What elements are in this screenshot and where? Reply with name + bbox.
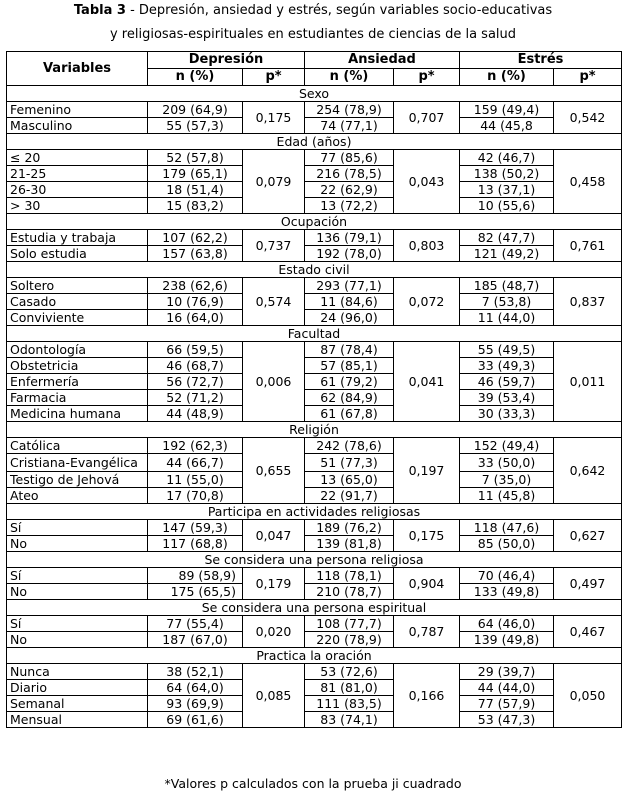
table-row	[7, 342, 622, 358]
row-label: No	[7, 632, 148, 648]
row-label: Obstetricia	[7, 358, 148, 374]
depresion-n-percent: 44 (66,7)	[148, 454, 243, 472]
estres-p-value: 0,458	[554, 150, 622, 214]
results-table	[6, 51, 622, 728]
row-label: Casado	[7, 294, 148, 310]
depresion-n-percent: 64 (64,0)	[148, 680, 243, 696]
row-label: No	[7, 536, 148, 552]
depresion-n-percent: 69 (61,6)	[148, 712, 243, 728]
row-label: Solo estudia	[7, 246, 148, 262]
table-row	[7, 536, 622, 552]
ansiedad-n-percent: 108 (77,7)	[305, 616, 394, 632]
ansiedad-n-percent: 61 (67,8)	[305, 406, 394, 422]
depresion-n-percent: 46 (68,7)	[148, 358, 243, 374]
depresion-n-percent: 15 (83,2)	[148, 198, 243, 214]
table-row	[7, 664, 622, 680]
estres-n-percent: 64 (46,0)	[460, 616, 554, 632]
ansiedad-p-value: 0,787	[394, 616, 460, 648]
estres-n-percent: 133 (49,8)	[460, 584, 554, 600]
row-label: 21-25	[7, 166, 148, 182]
estres-p-value: 0,497	[554, 568, 622, 600]
estres-p-value: 0,627	[554, 520, 622, 552]
estres-n-percent: 13 (37,1)	[460, 182, 554, 198]
ansiedad-p-value: 0,707	[394, 102, 460, 134]
table-title-text: - Depresión, ansiedad y estrés, según variables socio-educativas	[125, 3, 553, 18]
row-label: Soltero	[7, 278, 148, 294]
table-row	[7, 632, 622, 648]
row-label: Mensual	[7, 712, 148, 728]
estres-n-percent: 118 (47,6)	[460, 520, 554, 536]
depresion-p-value: 0,079	[243, 150, 305, 214]
table-row	[7, 390, 622, 406]
section-header-row	[7, 648, 622, 664]
depresion-n-percent: 93 (69,9)	[148, 696, 243, 712]
ansiedad-n-percent: 11 (84,6)	[305, 294, 394, 310]
ansiedad-p-value: 0,803	[394, 230, 460, 262]
table-row	[7, 278, 622, 294]
row-label: Odontología	[7, 342, 148, 358]
section-title: Se considera una persona espiritual	[7, 600, 622, 616]
table-row	[7, 230, 622, 246]
depresion-n-percent: 107 (62,2)	[148, 230, 243, 246]
table-row	[7, 166, 622, 182]
section-header-row	[7, 422, 622, 438]
table-number: Tabla 3	[73, 3, 126, 18]
depresion-n-percent: 56 (72,7)	[148, 374, 243, 390]
row-label: 26-30	[7, 182, 148, 198]
section-title: Facultad	[7, 326, 622, 342]
depresion-n-percent: 89 (58,9)	[148, 568, 243, 584]
ansiedad-n-percent: 22 (91,7)	[305, 488, 394, 504]
row-label: Católica	[7, 438, 148, 454]
ansiedad-p-value: 0,072	[394, 278, 460, 326]
depresion-n-percent: 18 (51,4)	[148, 182, 243, 198]
table-row	[7, 374, 622, 390]
section-title: Se considera una persona religiosa	[7, 552, 622, 568]
ansiedad-n-percent: 216 (78,5)	[305, 166, 394, 182]
depresion-n-percent: 44 (48,9)	[148, 406, 243, 422]
estres-n-percent: 159 (49,4)	[460, 102, 554, 118]
estres-n-percent: 42 (46,7)	[460, 150, 554, 166]
section-title: Practica la oración	[7, 648, 622, 664]
depresion-n-percent: 11 (55,0)	[148, 472, 243, 488]
section-title: Sexo	[7, 86, 622, 102]
depresion-n-percent: 77 (55,4)	[148, 616, 243, 632]
depresion-p-value: 0,655	[243, 438, 305, 504]
row-label: Testigo de Jehová	[7, 472, 148, 488]
estres-n-percent: 77 (57,9)	[460, 696, 554, 712]
depresion-n-percent: 209 (64,9)	[148, 102, 243, 118]
ansiedad-n-percent: 22 (62,9)	[305, 182, 394, 198]
row-label: Semanal	[7, 696, 148, 712]
estres-n-percent: 85 (50,0)	[460, 536, 554, 552]
estres-n-percent: 11 (44,0)	[460, 310, 554, 326]
depresion-n-percent: 52 (57,8)	[148, 150, 243, 166]
depresion-p-value: 0,085	[243, 664, 305, 728]
depresion-n-percent: 179 (65,1)	[148, 166, 243, 182]
table-row	[7, 438, 622, 454]
depresion-p-value: 0,574	[243, 278, 305, 326]
header-estres: Estrés	[460, 52, 622, 69]
table-row	[7, 358, 622, 374]
estres-n-percent: 139 (49,8)	[460, 632, 554, 648]
depresion-p-value: 0,175	[243, 102, 305, 134]
depresion-p-value: 0,047	[243, 520, 305, 552]
row-label: Cristiana-Evangélica	[7, 454, 148, 472]
depresion-n-percent: 238 (62,6)	[148, 278, 243, 294]
section-title: Ocupación	[7, 214, 622, 230]
header-depresion: Depresión	[148, 52, 305, 69]
row-label: Sí	[7, 520, 148, 536]
estres-n-percent: 53 (47,3)	[460, 712, 554, 728]
header-ansiedad: Ansiedad	[305, 52, 460, 69]
header-row-groups	[7, 52, 622, 69]
table-row	[7, 454, 622, 472]
depresion-n-percent: 187 (67,0)	[148, 632, 243, 648]
depresion-n-percent: 16 (64,0)	[148, 310, 243, 326]
row-label: Masculino	[7, 118, 148, 134]
estres-n-percent: 29 (39,7)	[460, 664, 554, 680]
estres-p-value: 0,011	[554, 342, 622, 422]
header-p: p*	[394, 69, 460, 86]
row-label: Enfermería	[7, 374, 148, 390]
ansiedad-n-percent: 242 (78,6)	[305, 438, 394, 454]
ansiedad-n-percent: 118 (78,1)	[305, 568, 394, 584]
table-row	[7, 198, 622, 214]
depresion-n-percent: 38 (52,1)	[148, 664, 243, 680]
depresion-p-value: 0,020	[243, 616, 305, 648]
estres-n-percent: 30 (33,3)	[460, 406, 554, 422]
row-label: ≤ 20	[7, 150, 148, 166]
row-label: Estudia y trabaja	[7, 230, 148, 246]
depresion-n-percent: 157 (63,8)	[148, 246, 243, 262]
table-row	[7, 472, 622, 488]
table-row	[7, 310, 622, 326]
section-title: Religión	[7, 422, 622, 438]
ansiedad-p-value: 0,166	[394, 664, 460, 728]
table-title-line-1	[0, 3, 626, 19]
estres-n-percent: 44 (45,8	[460, 118, 554, 134]
estres-n-percent: 152 (49,4)	[460, 438, 554, 454]
ansiedad-n-percent: 77 (85,6)	[305, 150, 394, 166]
ansiedad-n-percent: 51 (77,3)	[305, 454, 394, 472]
table-row	[7, 406, 622, 422]
row-label: Ateo	[7, 488, 148, 504]
row-label: Farmacia	[7, 390, 148, 406]
estres-n-percent: 185 (48,7)	[460, 278, 554, 294]
table-row	[7, 150, 622, 166]
section-header-row	[7, 600, 622, 616]
ansiedad-n-percent: 13 (72,2)	[305, 198, 394, 214]
section-header-row	[7, 552, 622, 568]
estres-n-percent: 7 (53,8)	[460, 294, 554, 310]
depresion-p-value: 0,737	[243, 230, 305, 262]
estres-n-percent: 11 (45,8)	[460, 488, 554, 504]
row-label: > 30	[7, 198, 148, 214]
estres-p-value: 0,467	[554, 616, 622, 648]
table-body	[7, 86, 622, 728]
table-row	[7, 488, 622, 504]
table-row	[7, 616, 622, 632]
ansiedad-n-percent: 53 (72,6)	[305, 664, 394, 680]
depresion-n-percent: 17 (70,8)	[148, 488, 243, 504]
header-variables: Variables	[7, 52, 148, 86]
depresion-n-percent: 55 (57,3)	[148, 118, 243, 134]
estres-n-percent: 44 (44,0)	[460, 680, 554, 696]
table-row	[7, 246, 622, 262]
estres-p-value: 0,050	[554, 664, 622, 728]
section-title: Estado civil	[7, 262, 622, 278]
table-row	[7, 182, 622, 198]
depresion-n-percent: 147 (59,3)	[148, 520, 243, 536]
row-label: Femenino	[7, 102, 148, 118]
ansiedad-p-value: 0,197	[394, 438, 460, 504]
ansiedad-n-percent: 192 (78,0)	[305, 246, 394, 262]
depresion-n-percent: 175 (65,5)	[148, 584, 243, 600]
ansiedad-p-value: 0,175	[394, 520, 460, 552]
section-title: Participa en actividades religiosas	[7, 504, 622, 520]
ansiedad-n-percent: 57 (85,1)	[305, 358, 394, 374]
header-n-percent: n (%)	[305, 69, 394, 86]
estres-p-value: 0,542	[554, 102, 622, 134]
ansiedad-p-value: 0,041	[394, 342, 460, 422]
row-label: Medicina humana	[7, 406, 148, 422]
estres-n-percent: 82 (47,7)	[460, 230, 554, 246]
table-row	[7, 102, 622, 118]
ansiedad-n-percent: 83 (74,1)	[305, 712, 394, 728]
row-label: Conviviente	[7, 310, 148, 326]
table-row	[7, 680, 622, 696]
ansiedad-n-percent: 74 (77,1)	[305, 118, 394, 134]
depresion-n-percent: 117 (68,8)	[148, 536, 243, 552]
estres-p-value: 0,837	[554, 278, 622, 326]
row-label: Sí	[7, 568, 148, 584]
estres-n-percent: 39 (53,4)	[460, 390, 554, 406]
section-header-row	[7, 86, 622, 102]
table-row	[7, 520, 622, 536]
row-label: Nunca	[7, 664, 148, 680]
estres-n-percent: 46 (59,7)	[460, 374, 554, 390]
estres-n-percent: 138 (50,2)	[460, 166, 554, 182]
depresion-n-percent: 10 (76,9)	[148, 294, 243, 310]
header-p: p*	[554, 69, 622, 86]
ansiedad-p-value: 0,904	[394, 568, 460, 600]
ansiedad-n-percent: 220 (78,9)	[305, 632, 394, 648]
estres-n-percent: 55 (49,5)	[460, 342, 554, 358]
ansiedad-n-percent: 136 (79,1)	[305, 230, 394, 246]
section-title: Edad (años)	[7, 134, 622, 150]
ansiedad-n-percent: 87 (78,4)	[305, 342, 394, 358]
depresion-p-value: 0,179	[243, 568, 305, 600]
ansiedad-p-value: 0,043	[394, 150, 460, 214]
depresion-p-value: 0,006	[243, 342, 305, 422]
ansiedad-n-percent: 81 (81,0)	[305, 680, 394, 696]
header-p: p*	[243, 69, 305, 86]
header-n-percent: n (%)	[148, 69, 243, 86]
ansiedad-n-percent: 254 (78,9)	[305, 102, 394, 118]
estres-p-value: 0,761	[554, 230, 622, 262]
estres-n-percent: 10 (55,6)	[460, 198, 554, 214]
section-header-row	[7, 262, 622, 278]
ansiedad-n-percent: 24 (96,0)	[305, 310, 394, 326]
header-n-percent: n (%)	[460, 69, 554, 86]
table-row	[7, 696, 622, 712]
estres-n-percent: 70 (46,4)	[460, 568, 554, 584]
section-header-row	[7, 214, 622, 230]
row-label: No	[7, 584, 148, 600]
section-header-row	[7, 134, 622, 150]
ansiedad-n-percent: 139 (81,8)	[305, 536, 394, 552]
estres-n-percent: 7 (35,0)	[460, 472, 554, 488]
table-row	[7, 294, 622, 310]
table-row	[7, 584, 622, 600]
section-header-row	[7, 326, 622, 342]
footnote: *Valores p calculados con la prueba ji cuadrado	[164, 776, 462, 791]
table-row	[7, 712, 622, 728]
ansiedad-n-percent: 189 (76,2)	[305, 520, 394, 536]
estres-n-percent: 121 (49,2)	[460, 246, 554, 262]
estres-p-value: 0,642	[554, 438, 622, 504]
section-header-row	[7, 504, 622, 520]
estres-n-percent: 33 (50,0)	[460, 454, 554, 472]
table-row	[7, 118, 622, 134]
ansiedad-n-percent: 210 (78,7)	[305, 584, 394, 600]
ansiedad-n-percent: 61 (79,2)	[305, 374, 394, 390]
table-row	[7, 568, 622, 584]
row-label: Diario	[7, 680, 148, 696]
depresion-n-percent: 192 (62,3)	[148, 438, 243, 454]
row-label: Sí	[7, 616, 148, 632]
depresion-n-percent: 66 (59,5)	[148, 342, 243, 358]
depresion-n-percent: 52 (71,2)	[148, 390, 243, 406]
ansiedad-n-percent: 62 (84,9)	[305, 390, 394, 406]
ansiedad-n-percent: 13 (65,0)	[305, 472, 394, 488]
estres-n-percent: 33 (49,3)	[460, 358, 554, 374]
ansiedad-n-percent: 293 (77,1)	[305, 278, 394, 294]
table-title-line-2: y religiosas-espirituales en estudiantes de ciencias de la salud	[109, 27, 517, 42]
ansiedad-n-percent: 111 (83,5)	[305, 696, 394, 712]
